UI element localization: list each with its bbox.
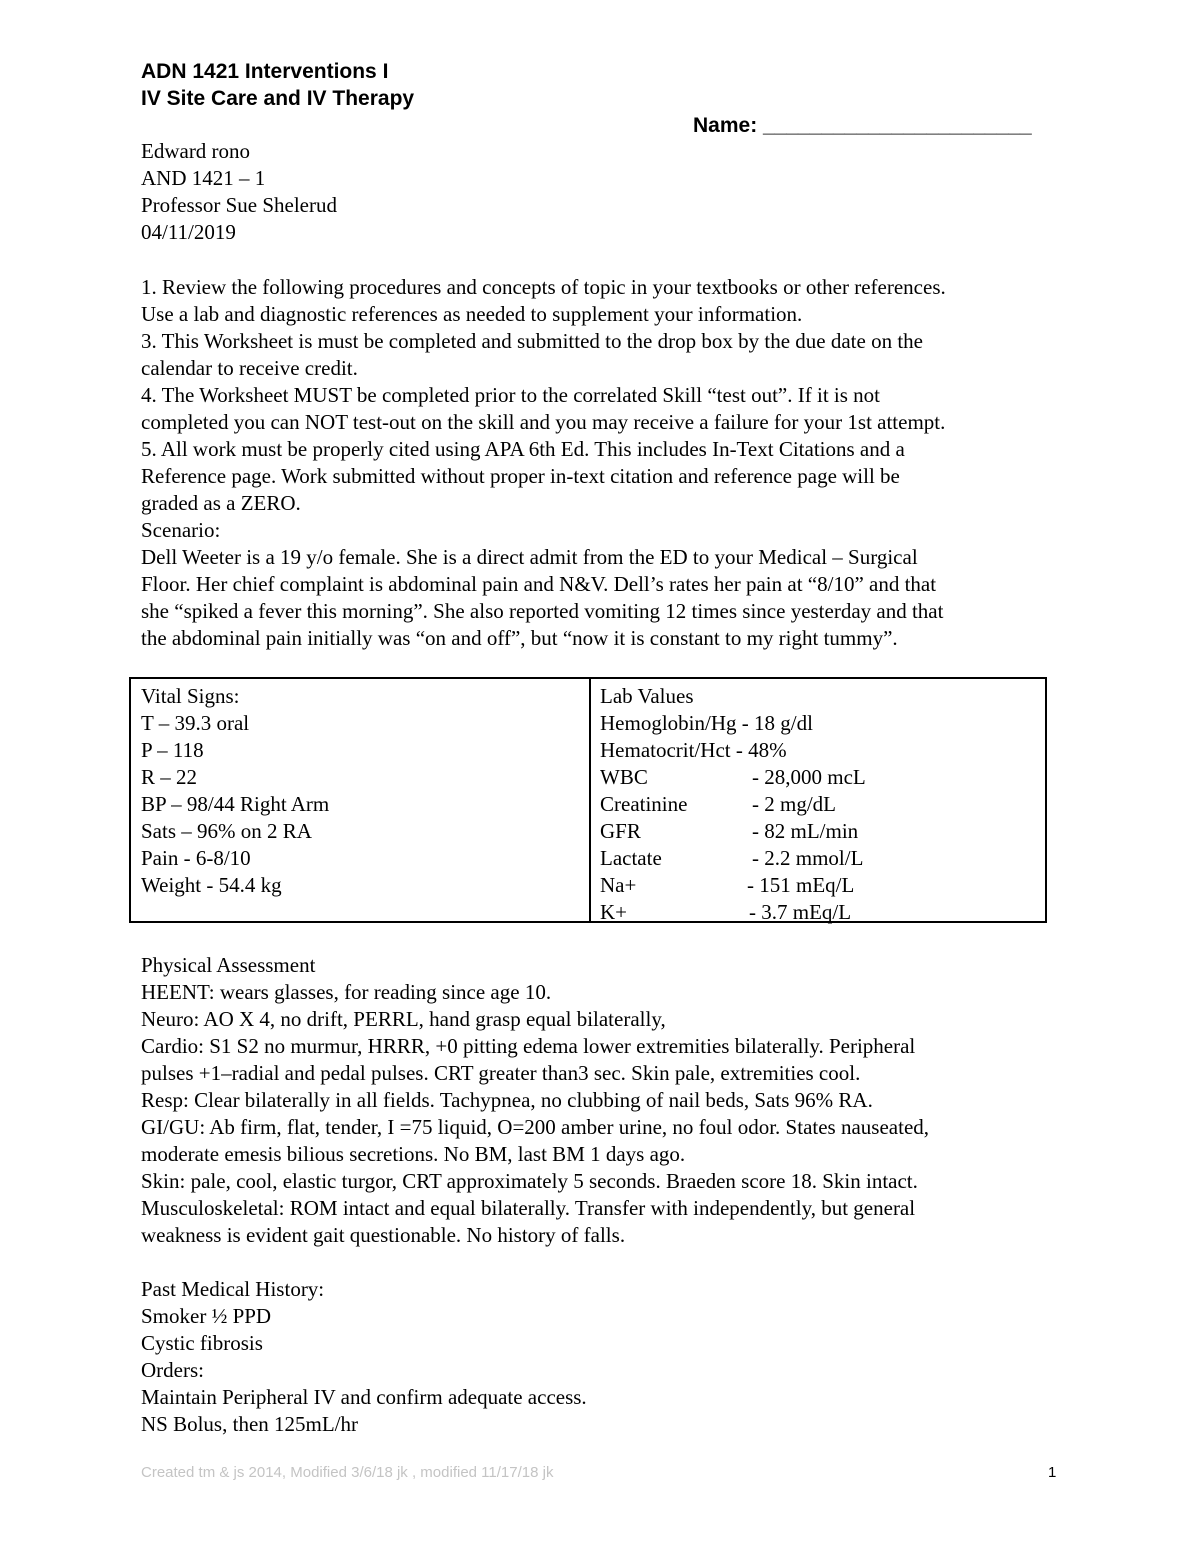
lab-row [600,791,1040,818]
lab-value: - 3.7 mEq/L [749,900,852,924]
lab-name: Creatinine [600,792,688,816]
history-heading: Past Medical History: [141,1277,325,1301]
lab-value: - 151 mEq/L [747,873,855,897]
instruction-line: completed you can NOT test-out on the skill and you may receive a failure for your 1st attempt. [141,410,946,434]
page-number: 1 [1048,1464,1057,1481]
name-field-label: Name: _______________________ [693,114,1032,137]
vital-signs-heading: Vital Signs: [141,684,240,708]
lab-values-heading: Lab Values [600,684,694,708]
assessment-line: Resp: Clear bilaterally in all fields. Tachypnea, no clubbing of nail beds, Sats 96% RA. [141,1088,873,1112]
worksheet-subtitle: IV Site Care and IV Therapy [141,87,415,110]
vital-sign-item: T – 39.3 oral [141,711,250,735]
lab-row [600,818,1040,845]
table-column-divider [589,679,591,921]
order-line: NS Bolus, then 125mL/hr [141,1412,359,1436]
lab-name: K+ [600,900,628,924]
vital-sign-item: BP – 98/44 Right Arm [141,792,330,816]
orders-heading: Orders: [141,1358,204,1382]
scenario-line: the abdominal pain initially was “on and off”, but “now it is constant to my right tummy”. [141,626,898,650]
assessment-line: weakness is evident gait questionable. No history of falls. [141,1223,626,1247]
scenario-line: Dell Weeter is a 19 y/o female. She is a direct admit from the ED to your Medical – Surgical [141,545,918,569]
vital-sign-item: R – 22 [141,765,198,789]
vital-signs-column [141,683,329,899]
instruction-line: graded as a ZERO. [141,491,301,515]
scenario-line: she “spiked a fever this morning”. She also reported vomiting 12 times since yesterday and that [141,599,944,623]
vitals-labs-table [129,677,1047,923]
assessment-line: Skin: pale, cool, elastic turgor, CRT approximately 5 seconds. Braeden score 18. Skin intact. [141,1169,918,1193]
physical-assessment-section [141,952,1061,1249]
submission-date: 04/11/2019 [141,220,236,244]
lab-name: Lactate [600,846,662,870]
assessment-heading: Physical Assessment [141,953,316,977]
lab-name: GFR [600,819,641,843]
instruction-line: 5. All work must be properly cited using APA 6th Ed. This includes In-Text Citations and a [141,437,905,461]
instruction-line: calendar to receive credit. [141,356,358,380]
lab-row [600,737,1040,764]
assessment-line: GI/GU: Ab firm, flat, tender, I =75 liquid, O=200 amber urine, no foul odor. States nauseated, [141,1115,930,1139]
assessment-line: Musculoskeletal: ROM intact and equal bilaterally. Transfer with independently, but general [141,1196,916,1220]
lab-name: Hemoglobin/Hg - 18 g/dl [600,711,813,735]
vital-sign-item: Pain - 6-8/10 [141,846,251,870]
student-course: AND 1421 – 1 [141,166,266,190]
instruction-line: 1. Review the following procedures and concepts of topic in your textbooks or other references. [141,275,946,299]
order-line: Maintain Peripheral IV and confirm adequate access. [141,1385,587,1409]
vital-sign-item: P – 118 [141,738,204,762]
assessment-line: Cardio: S1 S2 no murmur, HRRR, +0 pitting edema lower extremities bilaterally. Peripheral [141,1034,916,1058]
lab-row [600,872,1040,899]
lab-name: Na+ [600,873,637,897]
student-info [141,138,1061,246]
instruction-line: Reference page. Work submitted without proper in-text citation and reference page will be [141,464,900,488]
lab-row [600,710,1040,737]
lab-value: - 2 mg/dL [752,792,836,816]
assessment-line: moderate emesis bilious secretions. No BM, last BM 1 days ago. [141,1142,686,1166]
instructions-section [141,274,1061,652]
footer-credit: Created tm & js 2014, Modified 3/6/18 jk , modified 11/17/18 jk [141,1464,554,1481]
medical-history-section [141,1276,1061,1438]
lab-name: Hematocrit/Hct - 48% [600,738,787,762]
student-name: Edward rono [141,139,251,163]
professor-name: Professor Sue Shelerud [141,193,337,217]
instruction-line: 3. This Worksheet is must be completed and submitted to the drop box by the due date on the [141,329,923,353]
lab-value: - 82 mL/min [752,819,859,843]
instruction-line: Use a lab and diagnostic references as needed to supplement your information. [141,302,803,326]
lab-row [600,845,1040,872]
assessment-line: HEENT: wears glasses, for reading since age 10. [141,980,552,1004]
vital-sign-item: Sats – 96% on 2 RA [141,819,312,843]
history-line: Cystic fibrosis [141,1331,263,1355]
history-line: Smoker ½ PPD [141,1304,272,1328]
lab-values-column [600,683,1040,926]
assessment-line: Neuro: AO X 4, no drift, PERRL, hand grasp equal bilaterally, [141,1007,666,1031]
lab-value: - 2.2 mmol/L [752,846,864,870]
scenario-heading: Scenario: [141,518,221,542]
scenario-line: Floor. Her chief complaint is abdominal pain and N&V. Dell’s rates her pain at “8/10” and that [141,572,937,596]
lab-row [600,764,1040,791]
vital-sign-item: Weight - 54.4 kg [141,873,282,897]
lab-value: - 28,000 mcL [752,765,866,789]
lab-name: WBC [600,765,648,789]
lab-row [600,899,1040,926]
lab-values-heading-row [600,683,1040,710]
instruction-line: 4. The Worksheet MUST be completed prior to the correlated Skill “test out”. If it is not [141,383,880,407]
course-title: ADN 1421 Interventions I [141,60,389,83]
assessment-line: pulses +1–radial and pedal pulses. CRT greater than3 sec. Skin pale, extremities cool. [141,1061,861,1085]
